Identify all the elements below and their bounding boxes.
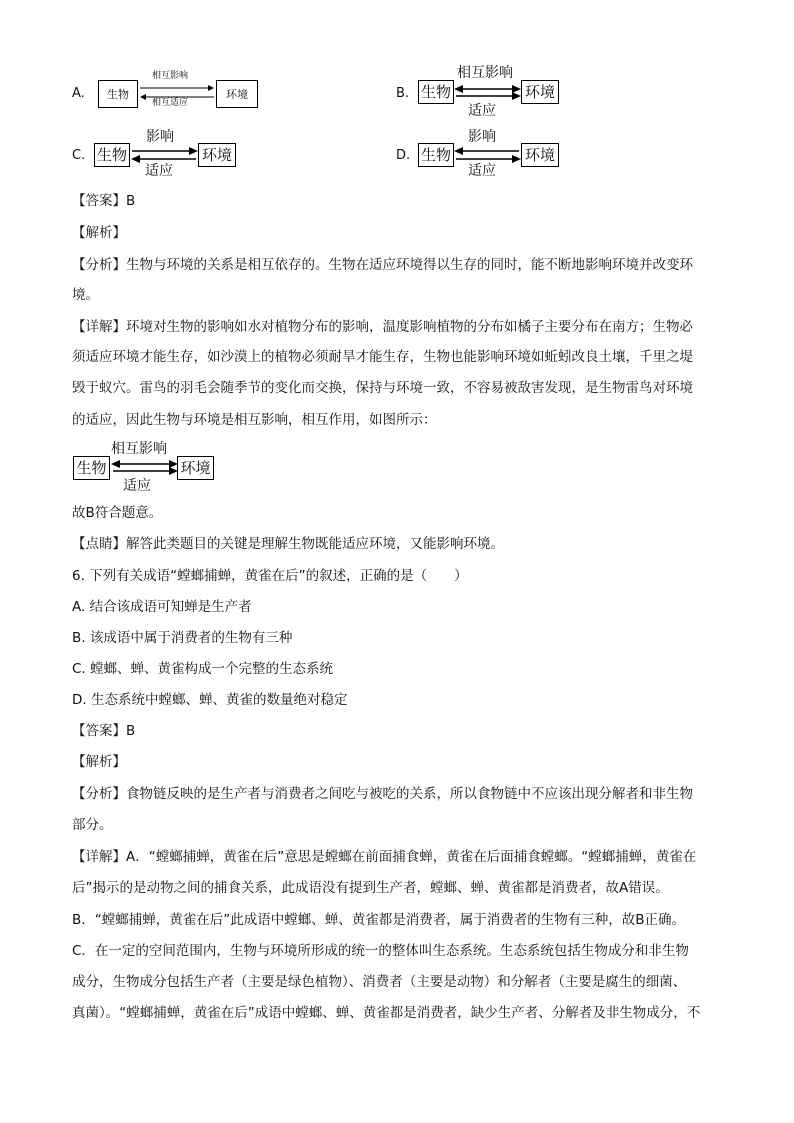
- option-a-letter: A.: [72, 86, 85, 101]
- option-c-environment-box: 环境: [198, 143, 236, 167]
- q5-xiangjie-line1: 【详解】环境对生物的影响如水对植物分布的影响，温度影响植物的分布如橘子主要分布在南方；生物必: [72, 319, 693, 335]
- q6-analysis-title: 【解析】: [72, 754, 126, 770]
- q6-xiangjie-line3: B．“螳螂捕蝉，黄雀在后”此成语中螳螂、蝉、黄雀都是消费者，属于消费者的生物有三种，故B正确。: [72, 912, 686, 928]
- q6-option-b: B. 该成语中属于消费者的生物有三种: [72, 630, 293, 646]
- q5-fenxi-line2: 境。: [72, 287, 99, 303]
- q6-fenxi-line2: 部分。: [72, 817, 113, 833]
- option-d-letter: D.: [396, 148, 411, 163]
- q5-xiangjie-line3: 毁于蚁穴。雷鸟的羽毛会随季节的变化而交换，保持与环境一致，不容易被敌害发现，是生物雷鸟对环境: [72, 380, 693, 396]
- q5-conclusion: 故B符合题意。: [72, 505, 163, 521]
- q6-option-a: A. 结合该成语可知蝉是生产者: [72, 599, 252, 615]
- option-b-bottom-label: 适应: [468, 103, 496, 119]
- q6-xiangjie-line5: 成分，生物成分包括生产者（主要是绿色植物）、消费者（主要是动物）和分解者（主要是腐生的细菌、: [72, 974, 687, 990]
- option-c-top-label: 影响: [146, 129, 174, 145]
- figure-top-label: 相互影响: [111, 441, 167, 457]
- option-c-letter: C.: [72, 148, 86, 163]
- option-b-organism-box: 生物: [418, 80, 454, 104]
- option-a-top-label: 相互影响: [152, 71, 189, 81]
- option-d-bottom-label: 适应: [468, 163, 496, 179]
- option-c-organism-box: 生物: [94, 143, 130, 167]
- q6-xiangjie-line6: 真菌）。“螳螂捕蝉，黄雀在后”成语中螳螂、蝉、黄雀都是消费者，缺少生产者、分解者及非生物成分，不: [72, 1005, 701, 1021]
- q6-fenxi-line1: 【分析】食物链反映的是生产者与消费者之间吃与被吃的关系，所以食物链中不应该出现分解者和非生物: [72, 786, 693, 802]
- option-d-top-label: 影响: [468, 129, 496, 145]
- q5-dianjing: 【点睛】解答此类题目的关键是理解生物既能适应环境，又能影响环境。: [72, 536, 504, 552]
- q6-xiangjie-line4: C．在一定的空间范围内，生物与环境所形成的统一的整体叫生态系统。生态系统包括生物成分和非生物: [72, 943, 689, 959]
- q6-option-c: C. 螳螂、蝉、黄雀构成一个完整的生态系统: [72, 661, 334, 677]
- q5-xiangjie-line2: 须适应环境才能生存，如沙漠上的植物必须耐旱才能生存，生物也能影响环境如蚯蚓改良土壤，千里之堤: [72, 349, 693, 365]
- figure-organism-box: 生物: [73, 456, 110, 480]
- option-a-bottom-label: 相互适应: [152, 98, 189, 108]
- option-b-environment-box: 环境: [521, 80, 559, 104]
- figure-bottom-label: 适应: [123, 478, 151, 494]
- option-d-environment-box: 环境: [521, 143, 559, 167]
- q6-xiangjie-line2: 后”揭示的是动物之间的捕食关系，此成语没有提到生产者，螳螂、蝉、黄雀都是消费者，故A错误。: [72, 880, 669, 896]
- q5-answer: 【答案】B: [72, 193, 136, 209]
- figure-environment-box: 环境: [177, 456, 214, 480]
- option-b-letter: B.: [396, 86, 410, 101]
- q5-analysis-title: 【解析】: [72, 225, 126, 241]
- option-c-bottom-label: 适应: [145, 163, 173, 179]
- option-a-organism-box: 生物: [98, 80, 138, 108]
- q5-fenxi-line1: 【分析】生物与环境的关系是相互依存的。生物在适应环境得以生存的同时，能不断地影响环境并改变环: [72, 257, 693, 273]
- q5-xiangjie-line4: 的适应，因此生物与环境是相互影响，相互作用，如图所示：: [72, 412, 437, 428]
- q6-xiangjie-line1: 【详解】A．“螳螂捕蝉，黄雀在后”意思是螳螂在前面捕食蝉，黄雀在后面捕食螳螂。“螳螂捕蝉，黄雀在: [72, 849, 697, 865]
- option-b-top-label: 相互影响: [457, 65, 513, 81]
- option-d-organism-box: 生物: [418, 143, 454, 167]
- q6-option-d: D. 生态系统中螳螂、蝉、黄雀的数量绝对稳定: [72, 692, 348, 708]
- option-a-environment-box: 环境: [216, 80, 258, 108]
- q6-stem: 6. 下列有关成语“螳螂捕蝉，黄雀在后”的叙述，正确的是（ ）: [72, 568, 468, 584]
- q6-answer: 【答案】B: [72, 723, 136, 739]
